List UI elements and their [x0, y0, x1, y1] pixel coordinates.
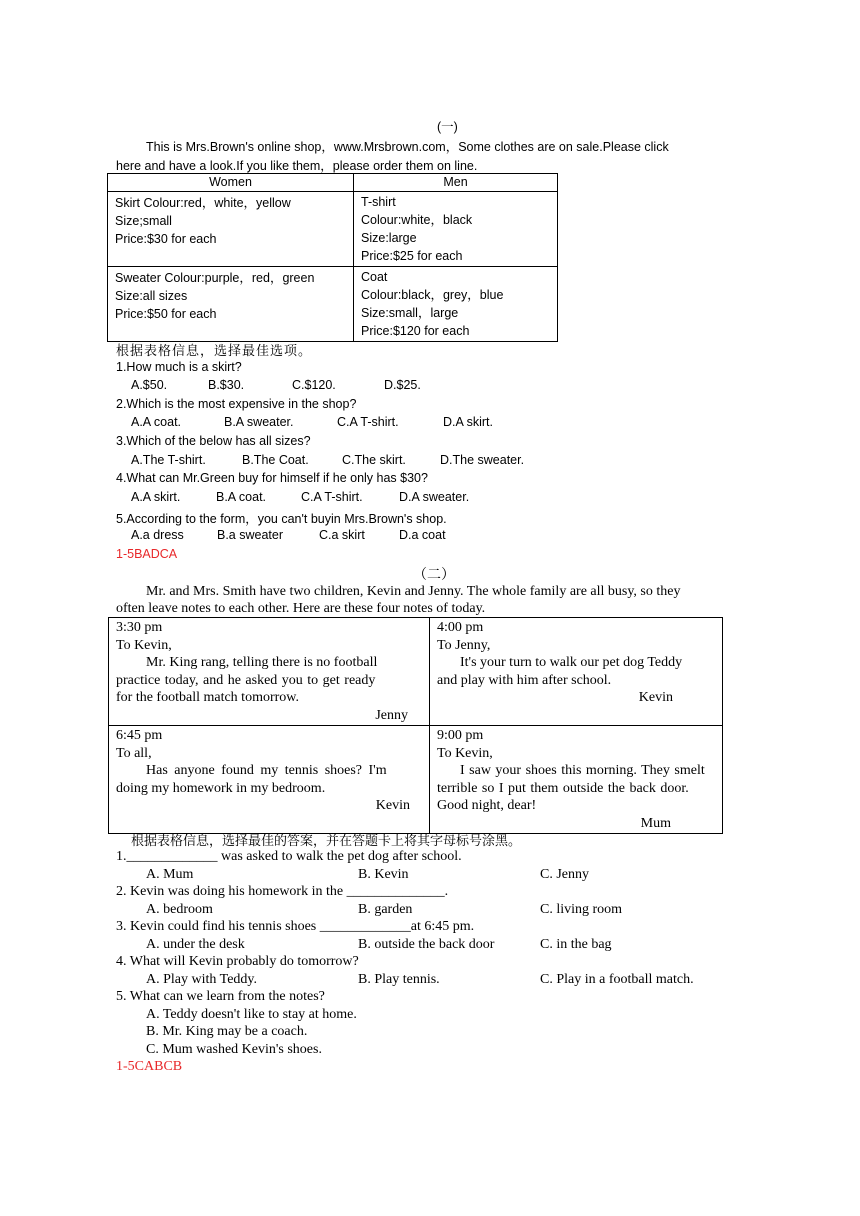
option: B.The Coat. — [242, 453, 309, 467]
s2-option-5a: A. Teddy doesn't like to stay at home. — [146, 1007, 357, 1022]
section1-instruction: 根据表格信息，选择最佳选项。 — [116, 343, 313, 358]
option: A. under the desk — [146, 937, 245, 952]
s1-options-3 — [131, 453, 524, 467]
option: A.The T-shirt. — [131, 453, 206, 467]
note-time: 6:45 pm — [116, 728, 163, 743]
option: C. Play in a football match. — [540, 972, 694, 987]
cell-line: Colour:white，black — [361, 213, 473, 227]
s2-options-2 — [146, 902, 622, 918]
option: D.a coat — [399, 528, 446, 542]
note-recipient: To Kevin, — [437, 745, 493, 761]
note-recipient: To Kevin, — [116, 637, 172, 653]
note-body-line: I saw your shoes this morning. They smelt — [460, 763, 705, 778]
option: D.The sweater. — [440, 453, 525, 467]
note-signature: Jenny — [375, 707, 408, 723]
men-cell-tshirt — [354, 192, 558, 267]
option: A. bedroom — [146, 902, 213, 917]
section1-intro-line1: This is Mrs.Brown's online shop，www.Mrsbrown.com，Some clothes are on sale.Please click — [146, 140, 669, 154]
s2-question-1: 1._____________ was asked to walk the pet dog after school. — [116, 849, 462, 864]
women-cell-skirt — [108, 192, 354, 267]
s2-option-5b: B. Mr. King may be a coach. — [146, 1024, 308, 1039]
option: A.A coat. — [131, 415, 182, 429]
note-recipient: To all, — [116, 745, 152, 761]
option: A. Play with Teddy. — [146, 972, 258, 987]
option: A.a dress — [131, 528, 184, 542]
note-recipient: To Jenny, — [437, 637, 491, 653]
header-women: Women — [108, 174, 354, 192]
option: B. Play tennis. — [358, 972, 440, 987]
note-645 — [109, 726, 430, 834]
men-cell-coat — [354, 267, 558, 342]
note-body-line: Mr. King rang, telling there is no football — [146, 655, 378, 670]
s2-option-5c: C. Mum washed Kevin's shoes. — [146, 1042, 322, 1057]
note-body-line: practice today, and he asked you to get ready — [116, 672, 376, 688]
cell-line: Size:all sizes — [115, 289, 188, 303]
s1-options-5 — [131, 528, 446, 542]
note-body-line: and play with him after school. — [437, 672, 612, 688]
cell-line: Coat — [361, 270, 388, 284]
s2-question-5: 5. What can we learn from the notes? — [116, 989, 325, 1004]
note-body-line: It's your turn to walk our pet dog Teddy — [460, 655, 683, 670]
option: D.A sweater. — [399, 490, 470, 504]
s2-answer-key: 1-5CABCB — [116, 1059, 183, 1074]
option: C.A T-shirt. — [301, 490, 363, 504]
shop-table-header-row — [108, 174, 558, 192]
s1-question-5: 5.According to the form，you can't buyin Mrs.Brown's shop. — [116, 512, 447, 526]
note-time: 3:30 pm — [116, 620, 163, 635]
s1-question-4: 4.What can Mr.Green buy for himself if he only has $30? — [116, 471, 428, 485]
section2-intro-line1: Mr. and Mrs. Smith have two children, Kevin and Jenny. The whole family are all busy, so they — [146, 584, 681, 599]
note-signature: Kevin — [375, 798, 410, 813]
s1-answer-key: 1-5BADCA — [116, 547, 178, 561]
note-time: 4:00 pm — [437, 620, 484, 635]
option: B. outside the back door — [358, 937, 495, 952]
cell-line: Size:small，large — [361, 306, 459, 320]
note-body-line: for the football match tomorrow. — [116, 690, 299, 705]
cell-line: Price:$25 for each — [361, 249, 463, 263]
cell-line: Price:$120 for each — [361, 324, 470, 338]
s1-question-3: 3.Which of the below has all sizes? — [116, 434, 311, 448]
cell-line: Sweater Colour:purple，red，green — [115, 271, 315, 285]
note-signature: Mum — [640, 815, 671, 831]
option: A.$50. — [131, 378, 168, 392]
option: D.$25. — [384, 378, 421, 392]
note-400 — [430, 618, 723, 726]
header-men: Men — [354, 174, 558, 192]
cell-line: T-shirt — [361, 195, 396, 209]
cell-line: Size;small — [115, 214, 172, 228]
option: B.$30. — [208, 378, 245, 392]
note-body-line: doing my homework in my bedroom. — [116, 780, 326, 796]
option: C. in the bag — [540, 937, 612, 952]
section2-instruction: 根据表格信息，选择最佳的答案，并在答题卡上将其字母标号涂黑。 — [131, 833, 522, 848]
option: C. living room — [540, 902, 623, 917]
note-900 — [430, 726, 723, 834]
section2-intro-line2: often leave notes to each other. Here are these four notes of today. — [116, 601, 486, 616]
s1-options-4 — [131, 490, 469, 504]
shop-table-row — [108, 192, 558, 267]
option: B. Kevin — [358, 867, 409, 882]
s2-question-2: 2. Kevin was doing his homework in the ______________. — [116, 884, 449, 899]
cell-line: Colour:black，grey，blue — [361, 288, 504, 302]
notes-row — [109, 726, 723, 834]
cell-line: Size:large — [361, 231, 417, 245]
cell-line: Skirt Colour:red，white，yellow — [115, 196, 291, 210]
option: B.A coat. — [216, 490, 267, 504]
note-330 — [109, 618, 430, 726]
note-body-line: Has anyone found my tennis shoes? I'm — [146, 763, 387, 778]
notes-row — [109, 618, 723, 726]
s2-options-4 — [146, 972, 694, 988]
section1-heading: (一) — [437, 120, 458, 134]
section1-intro-line2: here and have a look.If you like them，please order them on line. — [116, 159, 478, 173]
note-body-line: Good night, dear! — [437, 798, 537, 813]
option: C. Jenny — [540, 867, 589, 882]
option: C.a skirt — [319, 528, 365, 542]
note-time: 9:00 pm — [437, 728, 484, 743]
cell-line: Price:$30 for each — [115, 232, 217, 246]
s1-question-2: 2.Which is the most expensive in the shop? — [116, 397, 357, 411]
note-body-line: terrible so I put them outside the back door. — [437, 780, 689, 796]
s2-options-1 — [146, 867, 589, 883]
option: A. Mum — [146, 867, 194, 882]
cell-line: Price:$50 for each — [115, 307, 217, 321]
option: D.A skirt. — [443, 415, 494, 429]
s2-question-4: 4. What will Kevin probably do tomorrow? — [116, 954, 359, 969]
s2-question-3: 3. Kevin could find his tennis shoes _____________at 6:45 pm. — [116, 919, 475, 934]
s2-options-3 — [146, 937, 612, 953]
note-signature: Kevin — [638, 690, 673, 705]
section2-heading: （二） — [413, 568, 455, 583]
option: B.a sweater — [217, 528, 284, 542]
option: B.A sweater. — [224, 415, 294, 429]
s1-options-1 — [131, 378, 421, 392]
shop-table — [107, 173, 558, 342]
s1-options-2 — [131, 415, 493, 429]
s1-question-1: 1.How much is a skirt? — [116, 360, 242, 374]
women-cell-sweater — [108, 267, 354, 342]
option: C.$120. — [292, 378, 336, 392]
shop-table-row — [108, 267, 558, 342]
option: B. garden — [358, 902, 413, 917]
option: A.A skirt. — [131, 490, 181, 504]
option: C.A T-shirt. — [337, 415, 399, 429]
option: C.The skirt. — [342, 453, 406, 467]
notes-table — [108, 617, 723, 834]
